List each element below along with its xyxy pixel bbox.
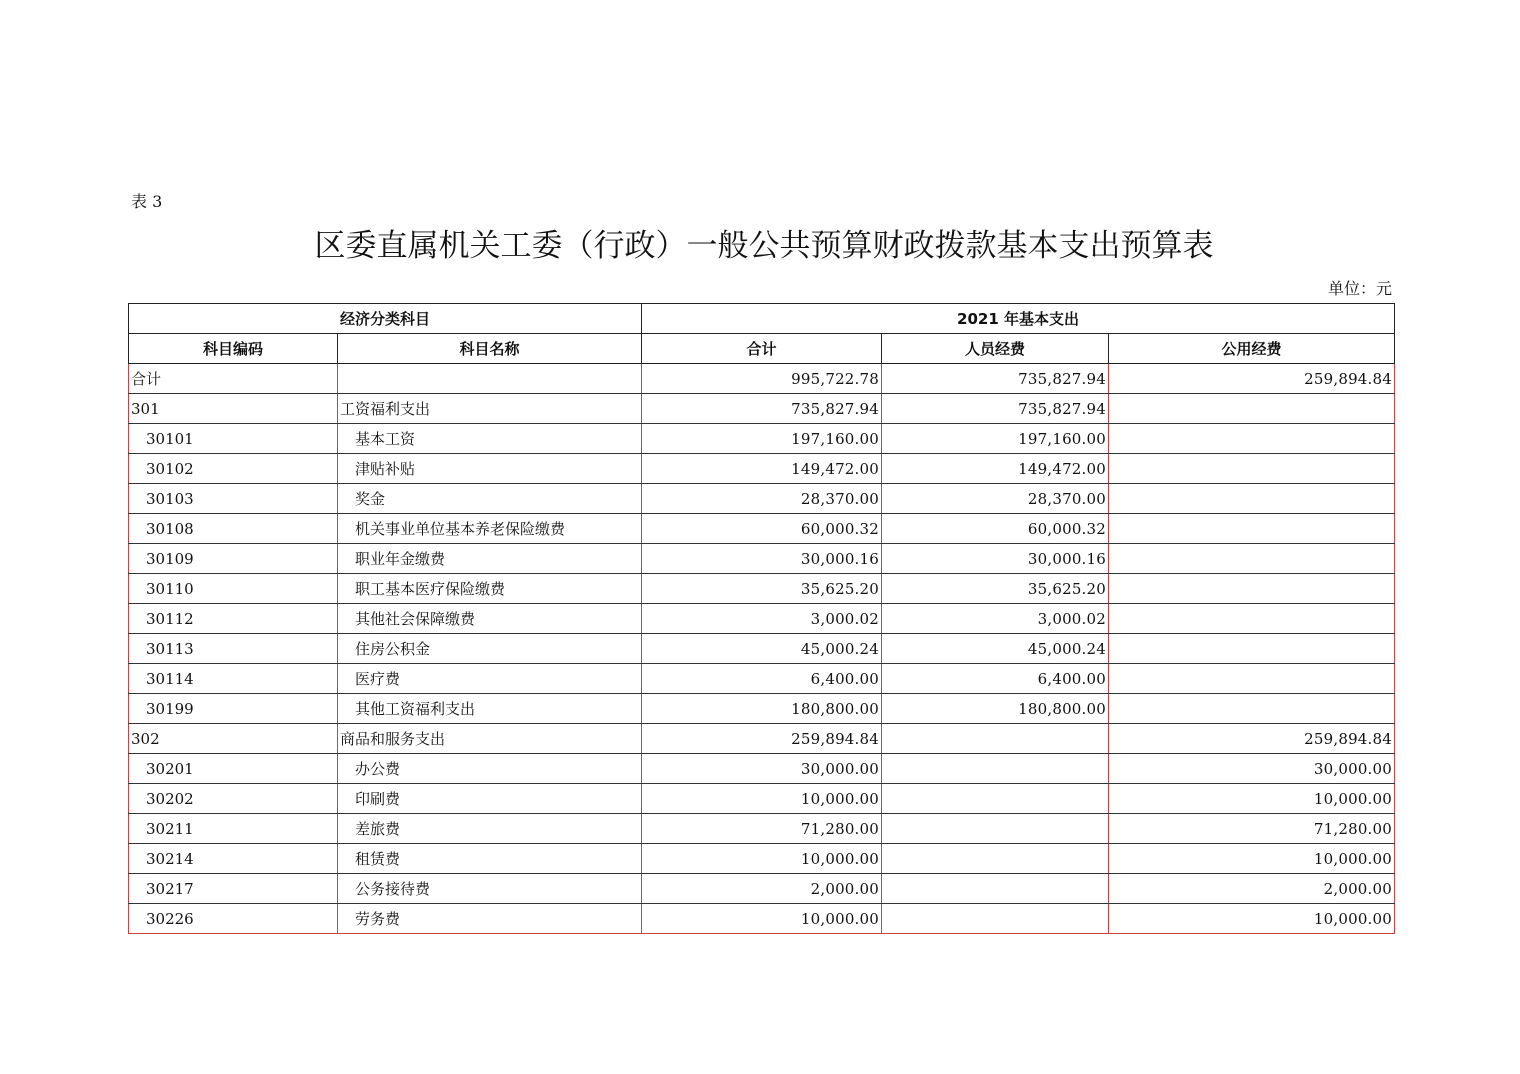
cell-personnel: 6,400.00 xyxy=(882,664,1109,694)
cell-personnel xyxy=(882,874,1109,904)
cell-name: 住房公积金 xyxy=(338,634,642,664)
cell-public: 30,000.00 xyxy=(1109,754,1395,784)
cell-code: 30214 xyxy=(129,844,338,874)
table-row xyxy=(129,514,1395,544)
cell-total: 2,000.00 xyxy=(642,874,882,904)
cell-name: 医疗费 xyxy=(338,664,642,694)
cell-code: 30226 xyxy=(129,904,338,934)
column-header-personnel: 人员经费 xyxy=(882,334,1109,364)
cell-personnel: 149,472.00 xyxy=(882,454,1109,484)
cell-public xyxy=(1109,484,1395,514)
cell-personnel: 30,000.16 xyxy=(882,544,1109,574)
cell-code: 30110 xyxy=(129,574,338,604)
cell-code: 30217 xyxy=(129,874,338,904)
cell-total: 149,472.00 xyxy=(642,454,882,484)
cell-total: 259,894.84 xyxy=(642,724,882,754)
cell-personnel xyxy=(882,784,1109,814)
cell-personnel: 735,827.94 xyxy=(882,364,1109,394)
cell-name: 印刷费 xyxy=(338,784,642,814)
column-header-name: 科目名称 xyxy=(338,334,642,364)
cell-personnel: 197,160.00 xyxy=(882,424,1109,454)
table-row xyxy=(129,574,1395,604)
cell-name: 劳务费 xyxy=(338,904,642,934)
cell-public xyxy=(1109,574,1395,604)
cell-total: 995,722.78 xyxy=(642,364,882,394)
cell-code: 30102 xyxy=(129,454,338,484)
cell-public: 259,894.84 xyxy=(1109,724,1395,754)
budget-table xyxy=(128,303,1395,934)
cell-public xyxy=(1109,664,1395,694)
cell-public: 259,894.84 xyxy=(1109,364,1395,394)
table-row xyxy=(129,784,1395,814)
table-row xyxy=(129,844,1395,874)
cell-total: 197,160.00 xyxy=(642,424,882,454)
cell-public xyxy=(1109,424,1395,454)
table-row xyxy=(129,724,1395,754)
cell-personnel: 45,000.24 xyxy=(882,634,1109,664)
column-header-code: 科目编码 xyxy=(129,334,338,364)
cell-code: 30109 xyxy=(129,544,338,574)
cell-total: 10,000.00 xyxy=(642,844,882,874)
cell-public: 10,000.00 xyxy=(1109,844,1395,874)
cell-total: 735,827.94 xyxy=(642,394,882,424)
cell-total: 28,370.00 xyxy=(642,484,882,514)
cell-total: 6,400.00 xyxy=(642,664,882,694)
cell-public xyxy=(1109,694,1395,724)
cell-public xyxy=(1109,454,1395,484)
cell-public: 71,280.00 xyxy=(1109,814,1395,844)
table-body xyxy=(129,364,1395,934)
cell-name: 商品和服务支出 xyxy=(338,724,642,754)
table-row xyxy=(129,694,1395,724)
cell-public xyxy=(1109,394,1395,424)
header-group-row xyxy=(129,304,1395,334)
cell-personnel: 180,800.00 xyxy=(882,694,1109,724)
cell-code: 30101 xyxy=(129,424,338,454)
cell-total: 10,000.00 xyxy=(642,904,882,934)
cell-total: 10,000.00 xyxy=(642,784,882,814)
header-column-row xyxy=(129,334,1395,364)
cell-total: 3,000.02 xyxy=(642,604,882,634)
column-header-public: 公用经费 xyxy=(1109,334,1395,364)
cell-name: 其他工资福利支出 xyxy=(338,694,642,724)
cell-public: 10,000.00 xyxy=(1109,784,1395,814)
cell-personnel xyxy=(882,904,1109,934)
cell-code: 30103 xyxy=(129,484,338,514)
header-economic-category: 经济分类科目 xyxy=(129,304,642,334)
cell-total: 35,625.20 xyxy=(642,574,882,604)
unit-label: 单位：元 xyxy=(1327,279,1392,298)
cell-personnel xyxy=(882,844,1109,874)
cell-code: 30108 xyxy=(129,514,338,544)
cell-name: 办公费 xyxy=(338,754,642,784)
table-row xyxy=(129,484,1395,514)
cell-total: 60,000.32 xyxy=(642,514,882,544)
table-row xyxy=(129,364,1395,394)
cell-public xyxy=(1109,514,1395,544)
cell-name: 职业年金缴费 xyxy=(338,544,642,574)
table-row xyxy=(129,424,1395,454)
table-row xyxy=(129,664,1395,694)
cell-personnel: 735,827.94 xyxy=(882,394,1109,424)
cell-public: 2,000.00 xyxy=(1109,874,1395,904)
cell-personnel: 3,000.02 xyxy=(882,604,1109,634)
cell-name: 租赁费 xyxy=(338,844,642,874)
cell-code: 30114 xyxy=(129,664,338,694)
table-row xyxy=(129,454,1395,484)
table-row xyxy=(129,604,1395,634)
cell-name: 奖金 xyxy=(338,484,642,514)
cell-code: 合计 xyxy=(129,364,338,394)
cell-code: 30199 xyxy=(129,694,338,724)
cell-public xyxy=(1109,604,1395,634)
table-row xyxy=(129,904,1395,934)
cell-total: 71,280.00 xyxy=(642,814,882,844)
cell-code: 30201 xyxy=(129,754,338,784)
cell-public: 10,000.00 xyxy=(1109,904,1395,934)
cell-personnel: 35,625.20 xyxy=(882,574,1109,604)
header-basic-expenditure-2021: 2021 年基本支出 xyxy=(642,304,1395,334)
cell-total: 45,000.24 xyxy=(642,634,882,664)
cell-public xyxy=(1109,544,1395,574)
cell-name: 公务接待费 xyxy=(338,874,642,904)
cell-name: 基本工资 xyxy=(338,424,642,454)
cell-total: 30,000.00 xyxy=(642,754,882,784)
table-number: 表 3 xyxy=(131,192,163,211)
cell-code: 30202 xyxy=(129,784,338,814)
table-row xyxy=(129,544,1395,574)
column-header-total: 合计 xyxy=(642,334,882,364)
cell-code: 30113 xyxy=(129,634,338,664)
cell-personnel xyxy=(882,754,1109,784)
cell-total: 180,800.00 xyxy=(642,694,882,724)
cell-name: 津贴补贴 xyxy=(338,454,642,484)
cell-name xyxy=(338,364,642,394)
table-row xyxy=(129,754,1395,784)
table-row xyxy=(129,634,1395,664)
cell-code: 302 xyxy=(129,724,338,754)
cell-name: 机关事业单位基本养老保险缴费 xyxy=(338,514,642,544)
cell-name: 工资福利支出 xyxy=(338,394,642,424)
cell-personnel: 28,370.00 xyxy=(882,484,1109,514)
table-row xyxy=(129,814,1395,844)
table-row xyxy=(129,874,1395,904)
cell-code: 30112 xyxy=(129,604,338,634)
cell-name: 其他社会保障缴费 xyxy=(338,604,642,634)
cell-public xyxy=(1109,634,1395,664)
cell-total: 30,000.16 xyxy=(642,544,882,574)
cell-code: 301 xyxy=(129,394,338,424)
cell-code: 30211 xyxy=(129,814,338,844)
cell-personnel xyxy=(882,724,1109,754)
table-row xyxy=(129,394,1395,424)
cell-name: 职工基本医疗保险缴费 xyxy=(338,574,642,604)
cell-name: 差旅费 xyxy=(338,814,642,844)
page-title: 区委直属机关工委（行政）一般公共预算财政拨款基本支出预算表 xyxy=(314,228,1214,264)
cell-personnel: 60,000.32 xyxy=(882,514,1109,544)
cell-personnel xyxy=(882,814,1109,844)
